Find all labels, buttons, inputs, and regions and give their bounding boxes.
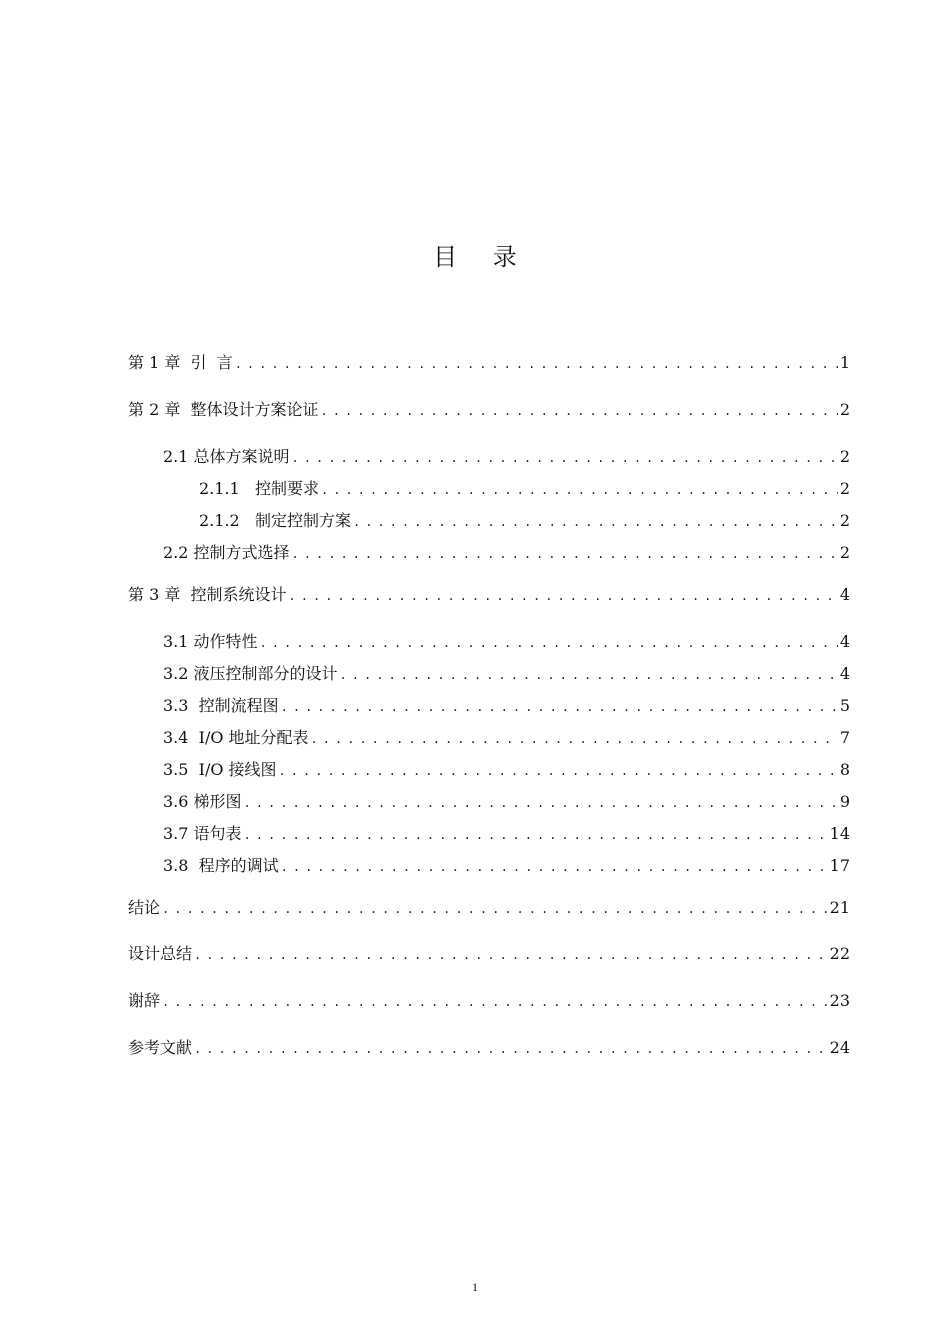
toc-entry-page: 23 [829, 991, 850, 1010]
toc-entry-label: 设计总结 [128, 944, 193, 963]
toc-entry-label: 3.7 语句表 [163, 824, 242, 843]
toc-entry-label: 3.4 I/O 地址分配表 [163, 728, 309, 747]
toc-entry-label: 结论 [128, 898, 161, 917]
toc-title: 目 录 [433, 243, 531, 271]
toc-entry-label: 3.5 I/O 接线图 [163, 760, 277, 779]
toc-entry-acknowledgements[interactable] [128, 990, 850, 1013]
toc-entry-section-3-1[interactable] [163, 631, 850, 654]
toc-leader-dots [340, 664, 838, 686]
toc-entry-page: 4 [839, 585, 850, 604]
toc-entry-conclusion[interactable] [128, 897, 850, 920]
toc-entry-label: 2.1 总体方案说明 [163, 447, 290, 466]
toc-entry-page: 8 [839, 760, 850, 779]
toc-entry-label: 3.6 梯形图 [163, 792, 242, 811]
toc-entry-section-2-2[interactable] [163, 542, 850, 565]
toc-entry-page: 4 [839, 632, 850, 651]
toc-entry-page: 24 [829, 1038, 850, 1057]
toc-entry-page: 2 [839, 511, 850, 530]
toc-leader-dots [292, 543, 838, 565]
toc-entry-page: 2 [839, 400, 850, 419]
toc-leader-dots [235, 353, 838, 375]
toc-leader-dots [321, 400, 838, 422]
toc-entry-label: 3.1 动作特性 [163, 632, 258, 651]
toc-leader-dots [194, 1038, 828, 1060]
toc-leader-dots [281, 856, 828, 878]
toc-entry-page: 14 [829, 824, 850, 843]
toc-entry-section-3-4[interactable] [163, 727, 850, 750]
toc-entry-label: 参考文献 [128, 1038, 193, 1057]
toc-entry-section-3-2[interactable] [163, 663, 850, 686]
toc-entry-label: 第 1 章 引 言 [128, 353, 233, 372]
toc-entry-section-3-5[interactable] [163, 759, 850, 782]
toc-leader-dots [311, 728, 838, 750]
toc-leader-dots [281, 696, 838, 718]
toc-entry-page: 22 [829, 944, 850, 963]
toc-entry-label: 3.8 程序的调试 [163, 856, 279, 875]
toc-entry-label: 2.1.2 制定控制方案 [199, 511, 351, 530]
toc-entry-page: 1 [839, 353, 850, 372]
toc-entry-design-summary[interactable] [128, 943, 850, 966]
toc-entry-page: 21 [829, 898, 850, 917]
toc-entry-page: 2 [839, 447, 850, 466]
toc-leader-dots [279, 760, 838, 782]
toc-leader-dots [244, 792, 838, 814]
toc-entry-section-2-1-2[interactable] [199, 510, 850, 533]
toc-entry-chapter-1[interactable] [128, 352, 850, 375]
toc-entry-section-3-3[interactable] [163, 695, 850, 718]
toc-entry-page: 2 [839, 543, 850, 562]
toc-entry-label: 2.1.1 控制要求 [199, 479, 319, 498]
toc-entry-references[interactable] [128, 1037, 850, 1060]
footer-page-number: 1 [472, 1280, 478, 1294]
toc-entry-page: 17 [829, 856, 850, 875]
toc-entry-label: 2.2 控制方式选择 [163, 543, 290, 562]
toc-leader-dots [289, 585, 838, 607]
toc-leader-dots [244, 824, 828, 846]
toc-entry-label: 第 2 章 整体设计方案论证 [128, 400, 319, 419]
toc-entry-page: 7 [839, 728, 850, 747]
toc-entry-page: 4 [839, 664, 850, 683]
toc-entry-page: 2 [839, 479, 850, 498]
toc-leader-dots [353, 511, 838, 533]
toc-entry-section-3-8[interactable] [163, 855, 850, 878]
toc-leader-dots [194, 944, 828, 966]
toc-entry-label: 3.2 液压控制部分的设计 [163, 664, 338, 683]
toc-leader-dots [162, 991, 828, 1013]
toc-leader-dots [321, 479, 838, 501]
toc-entry-label: 3.3 控制流程图 [163, 696, 279, 715]
toc-entry-section-3-7[interactable] [163, 823, 850, 846]
toc-entry-chapter-3[interactable] [128, 584, 850, 607]
toc-entry-chapter-2[interactable] [128, 399, 850, 422]
toc-entry-section-3-6[interactable] [163, 791, 850, 814]
toc-entry-label: 谢辞 [128, 991, 161, 1010]
toc-entry-label: 第 3 章 控制系统设计 [128, 585, 287, 604]
toc-entry-page: 5 [839, 696, 850, 715]
toc-leader-dots [292, 447, 838, 469]
toc-leader-dots [260, 632, 838, 654]
toc-entry-section-2-1-1[interactable] [199, 478, 850, 501]
toc-entry-page: 9 [839, 792, 850, 811]
toc-entry-section-2-1[interactable] [163, 446, 850, 469]
toc-leader-dots [162, 898, 828, 920]
